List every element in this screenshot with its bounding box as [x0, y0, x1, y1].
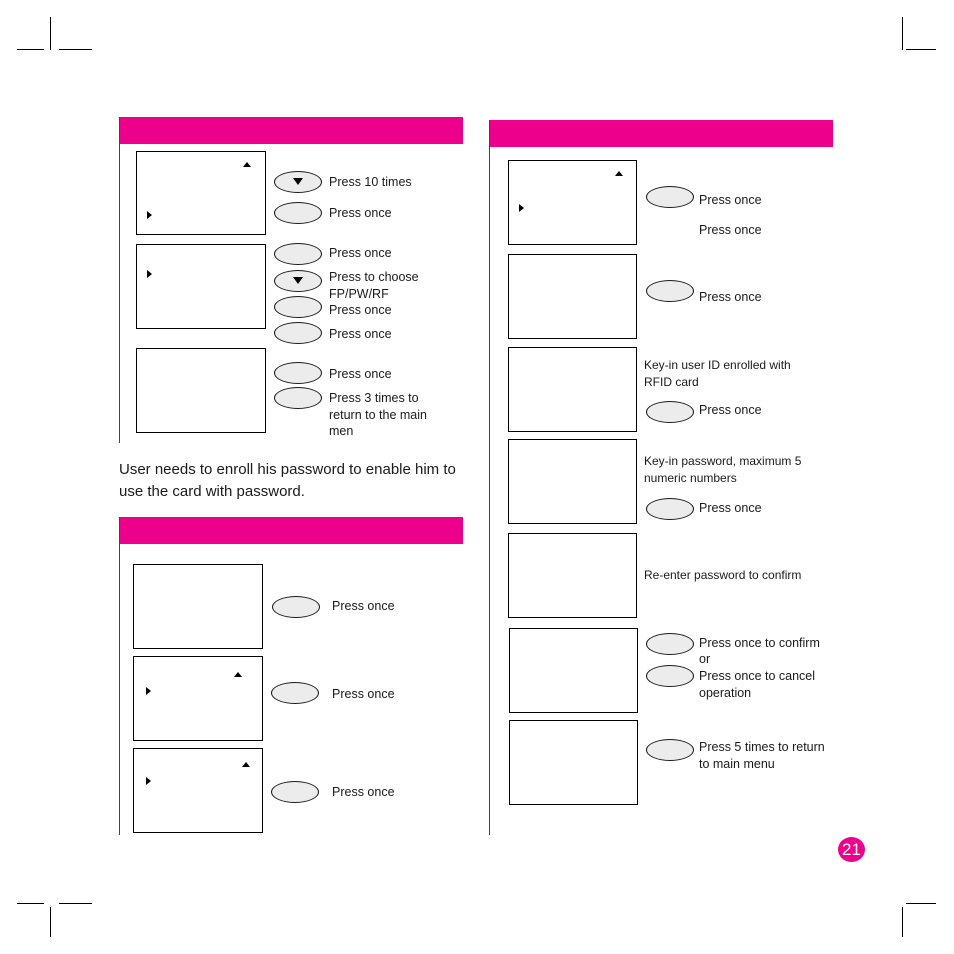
- key-instruction: Press 5 times to return to main menu: [699, 740, 825, 771]
- scroll-up-icon: [615, 171, 623, 176]
- confirm-key-button[interactable]: [646, 633, 694, 655]
- crop-mark: [17, 49, 44, 50]
- key-button[interactable]: [274, 243, 322, 265]
- key-button[interactable]: [646, 401, 694, 423]
- intro-paragraph: User needs to enroll his password to enable him to use the card with password.: [119, 461, 456, 500]
- key-instruction: Press to choose FP/PW/RF: [329, 270, 419, 301]
- crop-mark: [902, 907, 903, 937]
- key-instruction: Press once: [699, 223, 762, 237]
- section-header-bar: [489, 120, 833, 147]
- section-rule: [489, 120, 490, 835]
- crop-mark: [902, 17, 903, 50]
- key-instruction: Press once: [699, 193, 762, 207]
- crop-mark: [59, 49, 92, 50]
- key-button[interactable]: [271, 781, 319, 803]
- lcd-screen: [133, 656, 263, 741]
- key-instruction: Press once: [329, 303, 392, 317]
- crop-mark: [906, 903, 936, 904]
- section-rule: [119, 117, 120, 443]
- key-button[interactable]: [646, 186, 694, 208]
- key-button[interactable]: [272, 596, 320, 618]
- lcd-screen: [133, 564, 263, 649]
- down-key-button[interactable]: [274, 270, 322, 292]
- cursor-icon: [146, 687, 151, 695]
- lcd-screen: [509, 628, 638, 713]
- lcd-screen: [136, 151, 266, 235]
- key-instruction: Press once: [332, 687, 395, 701]
- down-arrow-icon: [293, 277, 303, 284]
- key-button[interactable]: [646, 739, 694, 761]
- key-instruction: Press 10 times: [329, 175, 412, 189]
- cursor-icon: [147, 211, 152, 219]
- lcd-screen: [136, 348, 266, 433]
- key-instruction: Press once: [329, 206, 392, 220]
- lcd-screen: [508, 347, 637, 432]
- key-button[interactable]: [271, 682, 319, 704]
- key-instruction: Press once: [699, 290, 762, 304]
- lcd-screen: [508, 254, 637, 339]
- key-button[interactable]: [274, 322, 322, 344]
- step-instruction: Key-in user ID enrolled with RFID card: [644, 358, 791, 389]
- key-button[interactable]: [274, 387, 322, 409]
- key-instruction: Press once: [329, 246, 392, 260]
- key-instruction: Press once: [699, 501, 762, 515]
- key-button[interactable]: [274, 362, 322, 384]
- key-instruction: Press once to cancel operation: [699, 669, 816, 700]
- lcd-screen: [509, 720, 638, 805]
- scroll-up-icon: [242, 762, 250, 767]
- key-instruction: Press once to confirm: [699, 636, 820, 650]
- crop-mark: [59, 903, 92, 904]
- cancel-key-button[interactable]: [646, 665, 694, 687]
- lcd-screen: [136, 244, 266, 329]
- down-arrow-icon: [293, 178, 303, 185]
- cursor-icon: [147, 270, 152, 278]
- key-button[interactable]: [274, 202, 322, 224]
- lcd-screen: [508, 160, 637, 245]
- section-header-bar: [119, 117, 463, 144]
- key-button[interactable]: [646, 280, 694, 302]
- crop-mark: [50, 17, 51, 50]
- lcd-screen: [508, 439, 637, 524]
- key-button[interactable]: [646, 498, 694, 520]
- key-instruction: Press once: [329, 327, 392, 341]
- key-instruction: Press once: [699, 403, 762, 417]
- key-button[interactable]: [274, 296, 322, 318]
- cursor-icon: [519, 204, 524, 212]
- lcd-screen: [508, 533, 637, 618]
- key-instruction: Press once: [332, 599, 395, 613]
- down-key-button[interactable]: [274, 171, 322, 193]
- key-instruction: Press 3 times to return to the main men: [329, 391, 427, 438]
- section-rule: [119, 517, 120, 835]
- lcd-screen: [133, 748, 263, 833]
- section-header-bar: [119, 517, 463, 544]
- key-instruction: Press once: [332, 785, 395, 799]
- key-instruction: Press once: [329, 367, 392, 381]
- crop-mark: [906, 49, 936, 50]
- scroll-up-icon: [234, 672, 242, 677]
- crop-mark: [17, 903, 44, 904]
- scroll-up-icon: [243, 162, 251, 167]
- crop-mark: [50, 907, 51, 937]
- key-instruction: or: [699, 652, 711, 666]
- page-number: 21: [838, 837, 865, 862]
- step-instruction: Re-enter password to confirm: [644, 568, 802, 582]
- cursor-icon: [146, 777, 151, 785]
- step-instruction: Key-in password, maximum 5 numeric numbers: [644, 454, 802, 485]
